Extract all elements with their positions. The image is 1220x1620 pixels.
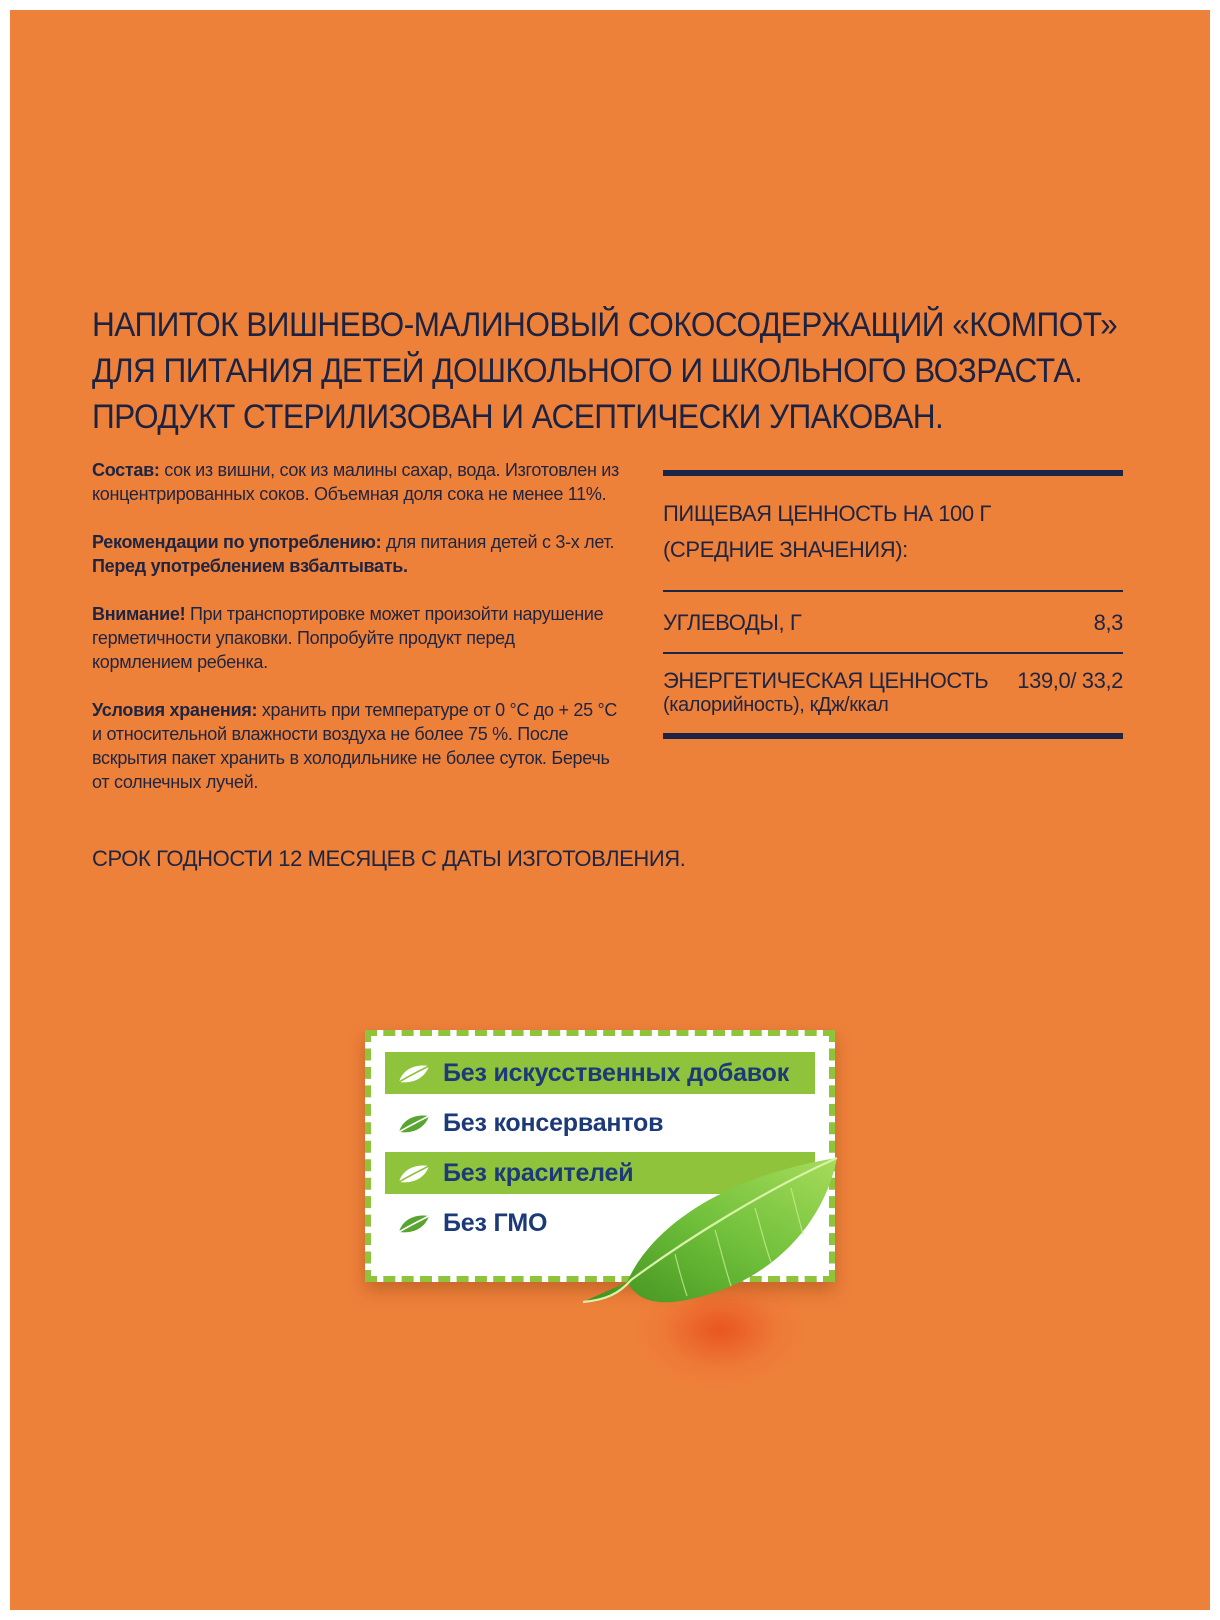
warning-text: герметичности упаковки. Попробуйте продукт перед: [92, 628, 515, 648]
product-headline: [92, 302, 1118, 440]
storage-text: от солнечных лучей.: [92, 772, 259, 792]
storage-label: Условия хранения:: [92, 700, 258, 720]
package-panel: [10, 10, 1210, 1610]
nutrition-row-carbs: [663, 592, 1123, 652]
badge-item-no-colorants: Без красителей: [385, 1152, 815, 1194]
storage-text: вскрытия пакет хранить в холодильнике не более суток. Беречь: [92, 748, 610, 768]
badge-item-no-additives: Без искусственных добавок: [385, 1052, 815, 1094]
nutrition-name: УГЛЕВОДЫ, Г: [663, 610, 802, 635]
leaf-icon: [397, 1062, 431, 1084]
nutrition-bottom-rule: [663, 733, 1123, 739]
nutrition-title: ПИЩЕВАЯ ЦЕННОСТЬ НА 100 Г (СРЕДНИЕ ЗНАЧЕНИЯ):: [663, 501, 991, 562]
shake-instruction: Перед употреблением взбалтывать.: [92, 556, 408, 576]
nutrition-row-energy: [663, 654, 1123, 733]
green-leaf-icon: [575, 1150, 845, 1310]
badge-item-no-preservatives: Без консервантов: [385, 1102, 663, 1144]
nutrition-value: 8,3: [1093, 610, 1123, 635]
headline-line: ДЛЯ ПИТАНИЯ ДЕТЕЙ ДОШКОЛЬНОГО И ШКОЛЬНОГО ВОЗРАСТА.: [92, 352, 1083, 390]
warning-text: кормлением ребенка.: [92, 652, 268, 672]
recommendations-paragraph: [92, 530, 652, 578]
leaf-icon: [397, 1112, 431, 1134]
leaf-icon: [397, 1162, 431, 1184]
storage-text: хранить при температуре от 0 °С до + 25 °С: [257, 700, 618, 720]
recommendations-text: для питания детей с 3-х лет.: [381, 532, 615, 552]
storage-text: и относительной влажности воздуха не более 75 %. После: [92, 724, 569, 744]
composition-text: концентрированных соков. Объемная доля сока не менее 11%.: [92, 484, 607, 504]
headline-line: НАПИТОК ВИШНЕВО-МАЛИНОВЫЙ СОКОСОДЕРЖАЩИЙ «КОМПОТ»: [92, 306, 1118, 344]
warning-paragraph: [92, 602, 652, 674]
product-info-column: [92, 458, 652, 818]
warning-label: Внимание!: [92, 604, 186, 624]
shelf-life: СРОК ГОДНОСТИ 12 МЕСЯЦЕВ С ДАТЫ ИЗГОТОВЛЕНИЯ.: [92, 846, 686, 871]
nutrition-table: [663, 470, 1123, 739]
composition-paragraph: [92, 458, 652, 506]
recommendations-label: Рекомендации по употреблению:: [92, 532, 382, 552]
nutrition-value: 139,0/ 33,2: [1017, 668, 1123, 693]
composition-label: Состав:: [92, 460, 160, 480]
nutrition-subname: (калорийность), кДж/ккал: [663, 694, 889, 716]
leaf-icon: [397, 1212, 431, 1234]
badge-item-no-gmo: Без ГМО: [385, 1202, 547, 1244]
composition-text: сок из вишни, сок из малины сахар, вода. Изготовлен из: [159, 460, 619, 480]
nutrition-name: ЭНЕРГЕТИЧЕСКАЯ ЦЕННОСТЬ: [663, 668, 989, 693]
headline-line: ПРОДУКТ СТЕРИЛИЗОВАН И АСЕПТИЧЕСКИ УПАКОВАН.: [92, 398, 944, 436]
warning-text: При транспортировке может произойти нарушение: [185, 604, 604, 624]
storage-paragraph: [92, 698, 652, 794]
